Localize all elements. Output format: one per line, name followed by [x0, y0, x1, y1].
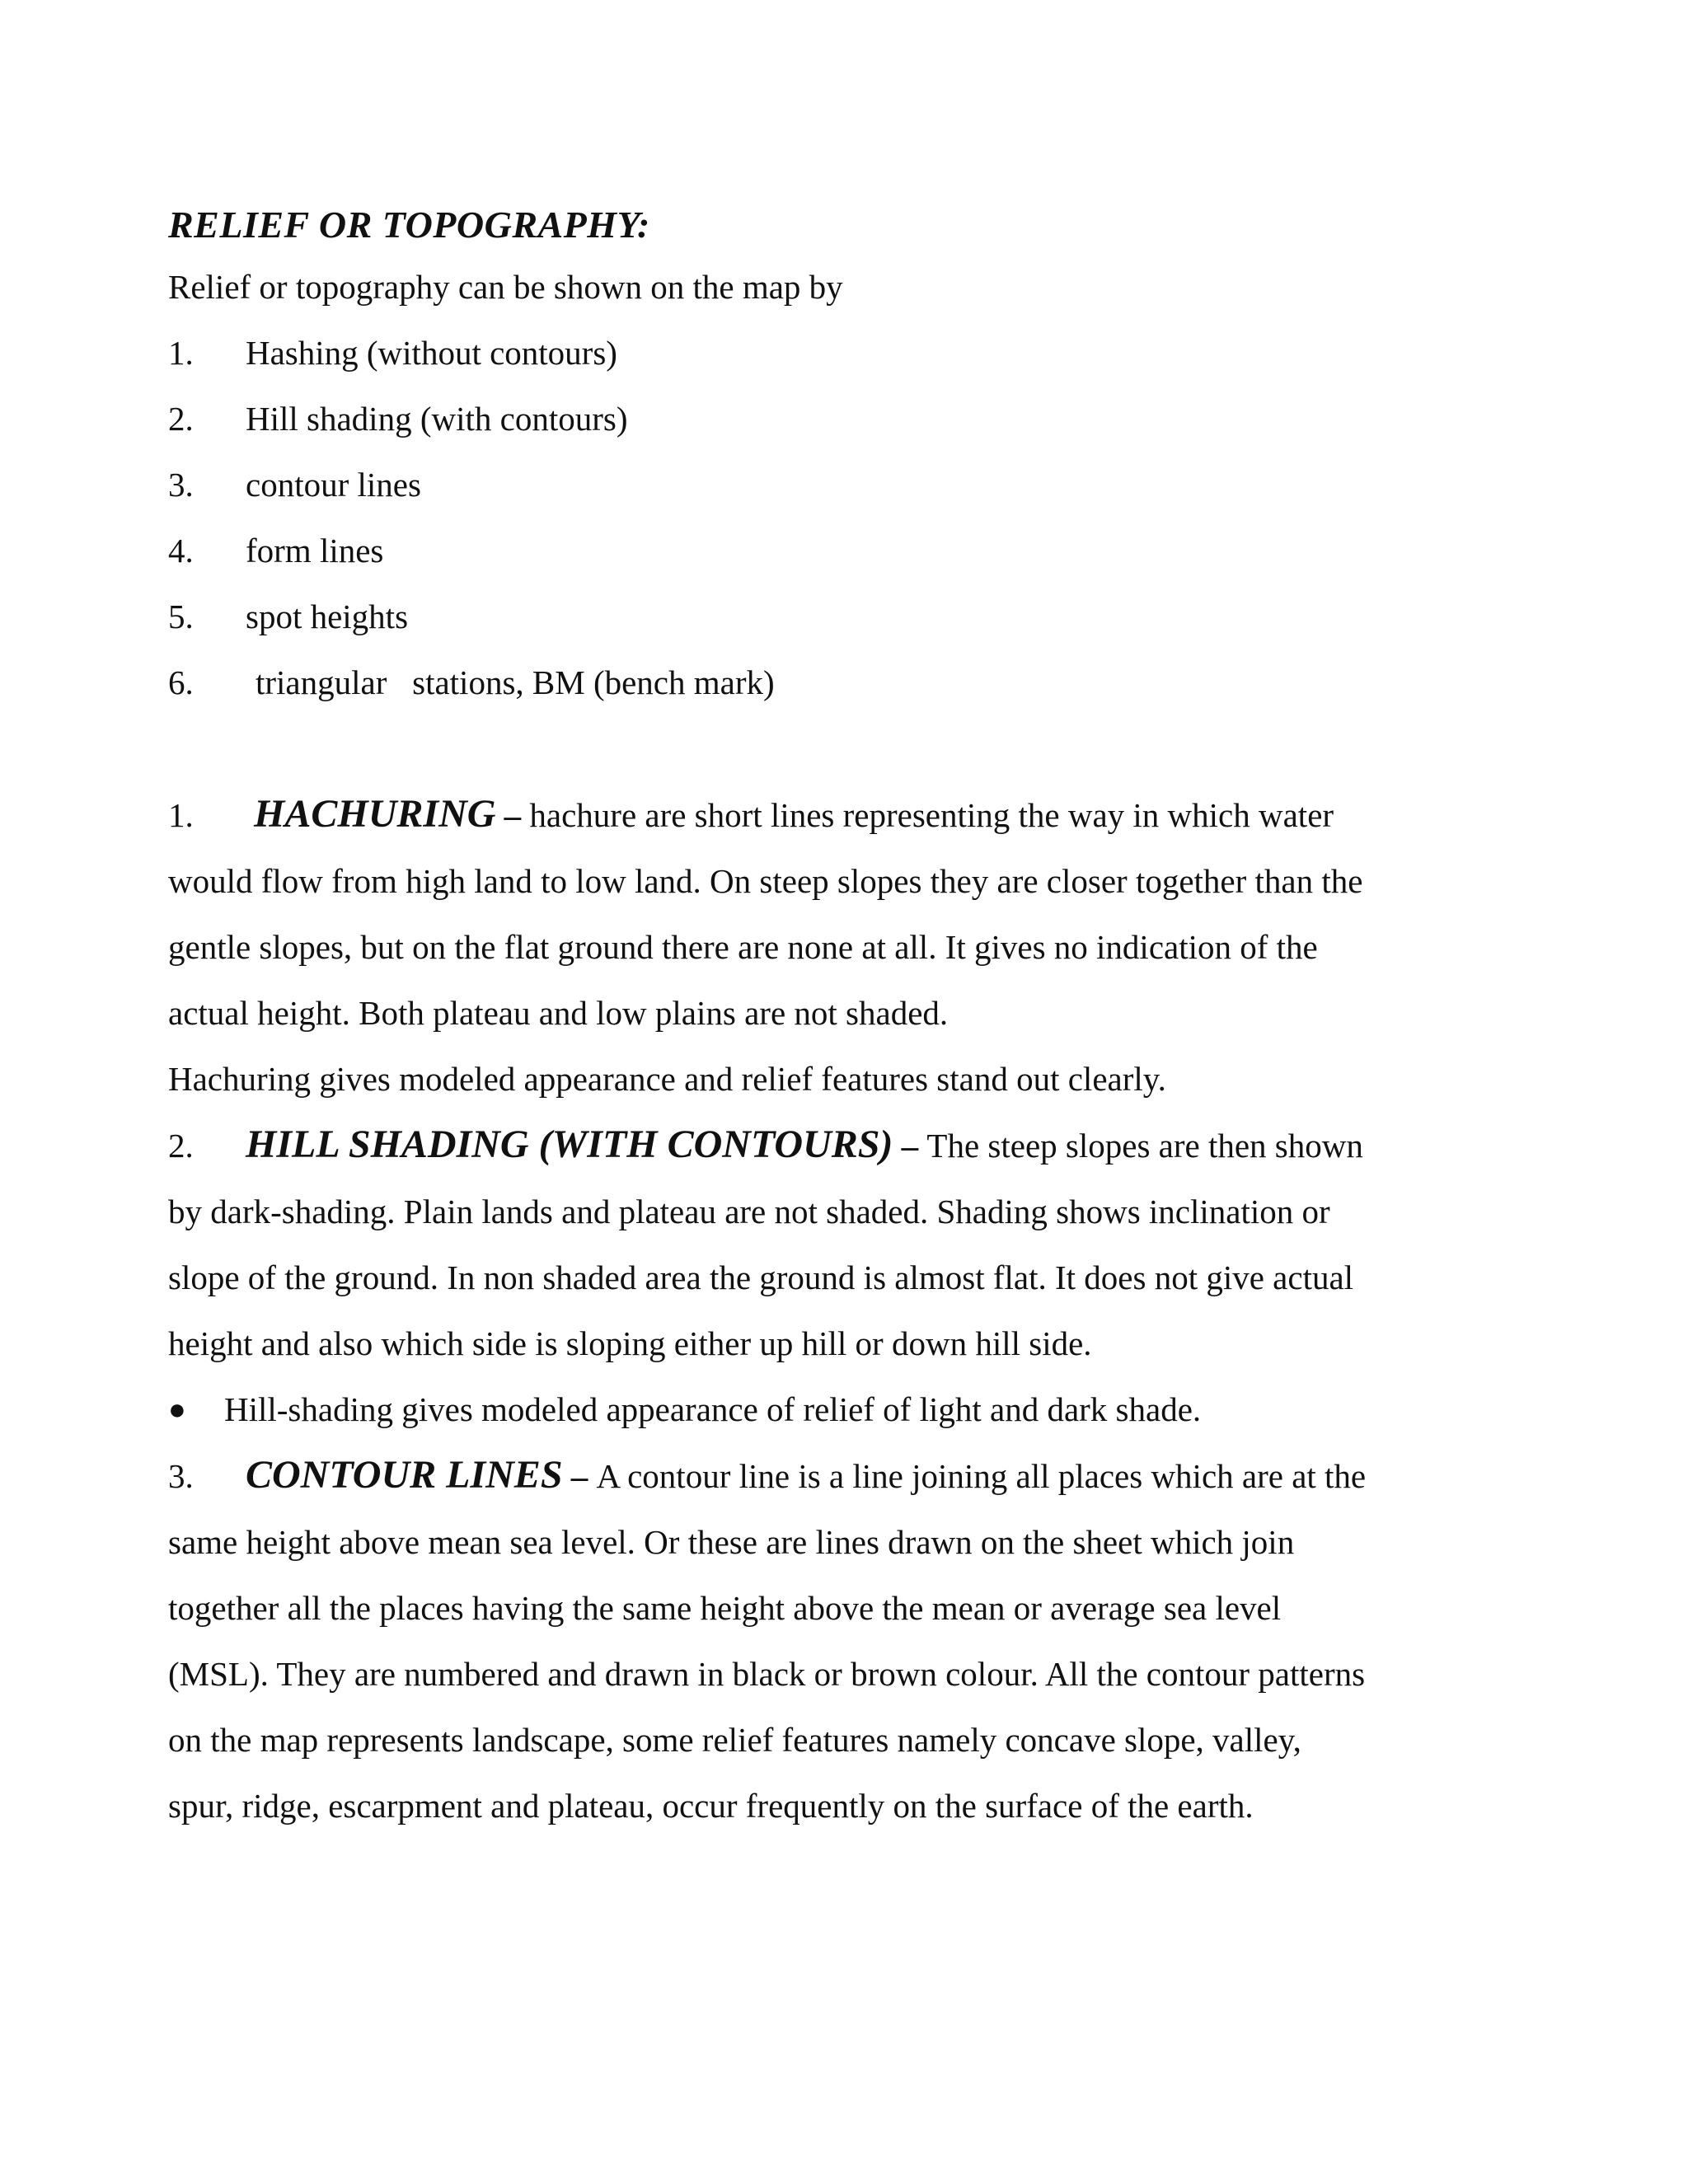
list-number: 5.: [168, 598, 194, 635]
paragraph-line: height and also which side is sloping either up hill or down hill side.: [168, 1324, 1092, 1362]
bullet-item: [168, 1376, 1536, 1442]
intro-text: Relief or topography can be shown on the map by: [168, 268, 843, 306]
section-number: 3.: [168, 1457, 194, 1495]
paragraph-line: would flow from high land to low land. On steep slopes they are closer together than the: [168, 862, 1363, 900]
paragraph-line: by dark-shading. Plain lands and plateau are not shaded. Shading shows inclination or: [168, 1193, 1330, 1230]
spacer: [168, 715, 1536, 781]
paragraph-line: spur, ridge, escarpment and plateau, occur frequently on the surface of the earth.: [168, 1787, 1254, 1825]
section-heading: HILL SHADING (WITH CONTOURS): [246, 1122, 893, 1166]
list-item: [168, 452, 1536, 518]
section-heading-line: [168, 1442, 1536, 1509]
list-item: [168, 649, 1536, 715]
document-page: [168, 196, 1536, 1839]
list-item: [168, 583, 1536, 649]
section-contour-lines: [168, 1442, 1536, 1839]
paragraph-line: gentle slopes, but on the flat ground there are none at all. It gives no indication of the: [168, 928, 1318, 966]
section-heading: HACHURING: [254, 792, 496, 836]
heading-dash: –: [893, 1127, 927, 1165]
list-number: 2.: [168, 400, 194, 438]
paragraph-line: hachure are short lines representing the way in which water: [529, 796, 1334, 834]
list-text: form lines: [246, 532, 384, 569]
list-text: Hashing (without contours): [246, 334, 617, 372]
list-text: spot heights: [246, 598, 409, 635]
list-number: 6.: [168, 663, 194, 701]
paragraph-line: actual height. Both plateau and low plains are not shaded.: [168, 994, 949, 1032]
list-text: contour lines: [246, 466, 421, 504]
paragraph-line: Hachuring gives modeled appearance and relief features stand out clearly.: [168, 1060, 1166, 1098]
bullet-text: Hill-shading gives modeled appearance of relief of light and dark shade.: [224, 1390, 1202, 1428]
list-item: [168, 386, 1536, 452]
list-number: 1.: [168, 334, 194, 372]
paragraph-line: slope of the ground. In non shaded area the ground is almost flat. It does not give actual: [168, 1258, 1354, 1296]
list-text: Hill shading (with contours): [246, 400, 628, 438]
paragraph-line: (MSL). They are numbered and drawn in black or brown colour. All the contour patterns: [168, 1655, 1366, 1693]
paragraph-line: The steep slopes are then shown: [926, 1127, 1363, 1165]
paragraph-line: A contour line is a line joining all places which are at the: [596, 1457, 1367, 1495]
section-heading-line: [168, 1112, 1536, 1179]
heading-dash: –: [495, 796, 530, 834]
list-item: [168, 518, 1536, 583]
section-heading-line: [168, 781, 1536, 848]
paragraph-line: on the map represents landscape, some relief features namely concave slope, valley,: [168, 1721, 1301, 1759]
paragraph-line: same height above mean sea level. Or these are lines drawn on the sheet which join: [168, 1523, 1295, 1561]
paragraph-line: together all the places having the same height above the mean or average sea level: [168, 1589, 1282, 1627]
heading-dash: –: [562, 1457, 597, 1495]
section-number: 1.: [168, 796, 194, 834]
methods-list: [168, 320, 1536, 715]
list-number: 4.: [168, 532, 194, 569]
list-text: triangular stations, BM (bench mark): [256, 663, 775, 701]
list-number: 3.: [168, 466, 194, 504]
section-heading: CONTOUR LINES: [246, 1453, 563, 1497]
document-title: RELIEF OR TOPOGRAPHY:: [168, 204, 650, 246]
section-hill-shading: [168, 1112, 1536, 1442]
section-number: 2.: [168, 1127, 194, 1165]
list-item: [168, 320, 1536, 386]
bullet-icon: ●: [168, 1393, 186, 1426]
section-hachuring: [168, 781, 1536, 1112]
